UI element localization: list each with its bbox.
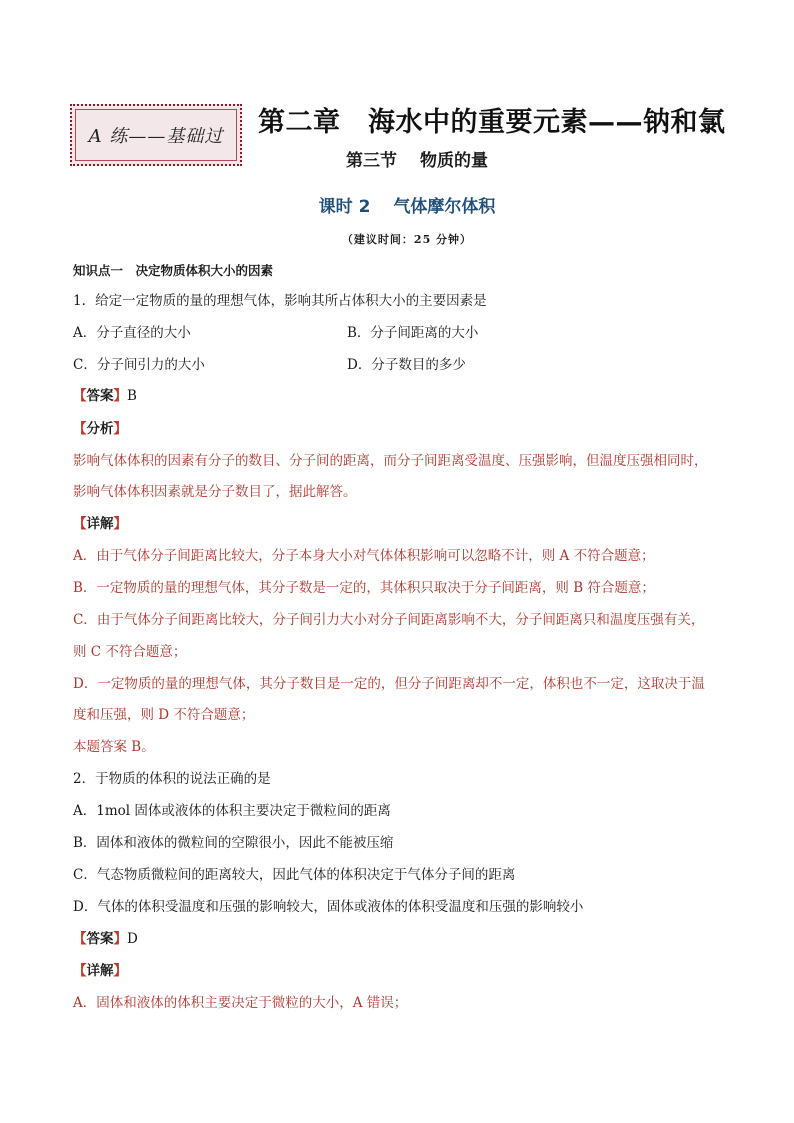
q1-answer-line bbox=[73, 387, 137, 405]
time-note: （建议时间：25 分钟） bbox=[341, 233, 473, 246]
q1-option-a: A．分子直径的大小 bbox=[73, 325, 191, 341]
q1-detail-c-cont: 则 C 不符合题意； bbox=[73, 644, 187, 660]
q2-answer-line bbox=[73, 930, 138, 948]
section-title: 第三节 物质的量 bbox=[346, 151, 488, 171]
q1-detail-d-cont: 度和压强，则 D 不符合题意； bbox=[73, 707, 255, 723]
q2-option-a: A．1mol 固体或液体的体积主要决定于微粒间的距离 bbox=[73, 803, 391, 819]
answer-value: B bbox=[127, 388, 137, 404]
q1-detail-a: A．由于气体分子间距离比较大，分子本身大小对气体体积影响可以忽略不计，则 A 不符合题意； bbox=[73, 548, 655, 564]
answer-tag: 【答案】 bbox=[73, 931, 127, 947]
q1-conclusion: 本题答案 B。 bbox=[73, 739, 155, 755]
q1-stem: 1．给定一定物质的量的理想气体，影响其所占体积大小的主要因素是 bbox=[73, 293, 487, 309]
knowledge-point-heading: 知识点一 决定物质体积大小的因素 bbox=[73, 263, 274, 278]
q1-detail-c: C．由于气体分子间距离比较大，分子间引力大小对分子间距离影响不大，分子间距离只和温度压强有关， bbox=[73, 612, 705, 628]
answer-value: D bbox=[127, 931, 138, 947]
q2-option-c: C．气态物质微粒间的距离较大，因此气体的体积决定于气体分子间的距离 bbox=[73, 867, 516, 883]
q1-analysis-line-1: 影响气体体积的因素有分子的数目、分子间的距离，而分子间距离受温度、压强影响，但温度压强相同时， bbox=[73, 453, 708, 469]
q1-option-b: B．分子间距离的大小 bbox=[347, 325, 479, 341]
chapter-title: 第二章 海水中的重要元素——钠和氯 bbox=[258, 107, 726, 138]
q1-detail-d: D．一定物质的量的理想气体，其分子数目是一定的，但分子间距离却不一定，体积也不一定，这取决于温 bbox=[73, 676, 705, 692]
q1-analysis-line-2: 影响气体体积因素就是分子数目了，据此解答。 bbox=[73, 484, 357, 500]
q1-option-c: C．分子间引力的大小 bbox=[73, 357, 205, 373]
q1-detail-b: B．一定物质的量的理想气体，其分子数是一定的，其体积只取决于分子间距离，则 B 符合题意； bbox=[73, 580, 655, 596]
badge-label: A 练——基础过 bbox=[75, 109, 237, 161]
q1-detail-tag: 【详解】 bbox=[73, 516, 127, 532]
q2-option-b: B．固体和液体的微粒间的空隙很小，因此不能被压缩 bbox=[73, 835, 394, 851]
q2-detail-a: A．固体和液体的体积主要决定于微粒的大小，A 错误； bbox=[73, 995, 408, 1011]
q2-option-d: D．气体的体积受温度和压强的影响较大，固体或液体的体积受温度和压强的影响较小 bbox=[73, 899, 584, 915]
lesson-title: 课时 2 气体摩尔体积 bbox=[318, 197, 496, 217]
q1-option-d: D．分子数目的多少 bbox=[347, 357, 466, 373]
answer-tag: 【答案】 bbox=[73, 388, 127, 404]
q2-detail-tag: 【详解】 bbox=[73, 963, 127, 979]
q2-stem: 2．于物质的体积的说法正确的是 bbox=[73, 771, 271, 787]
q1-analysis-tag: 【分析】 bbox=[73, 421, 127, 437]
